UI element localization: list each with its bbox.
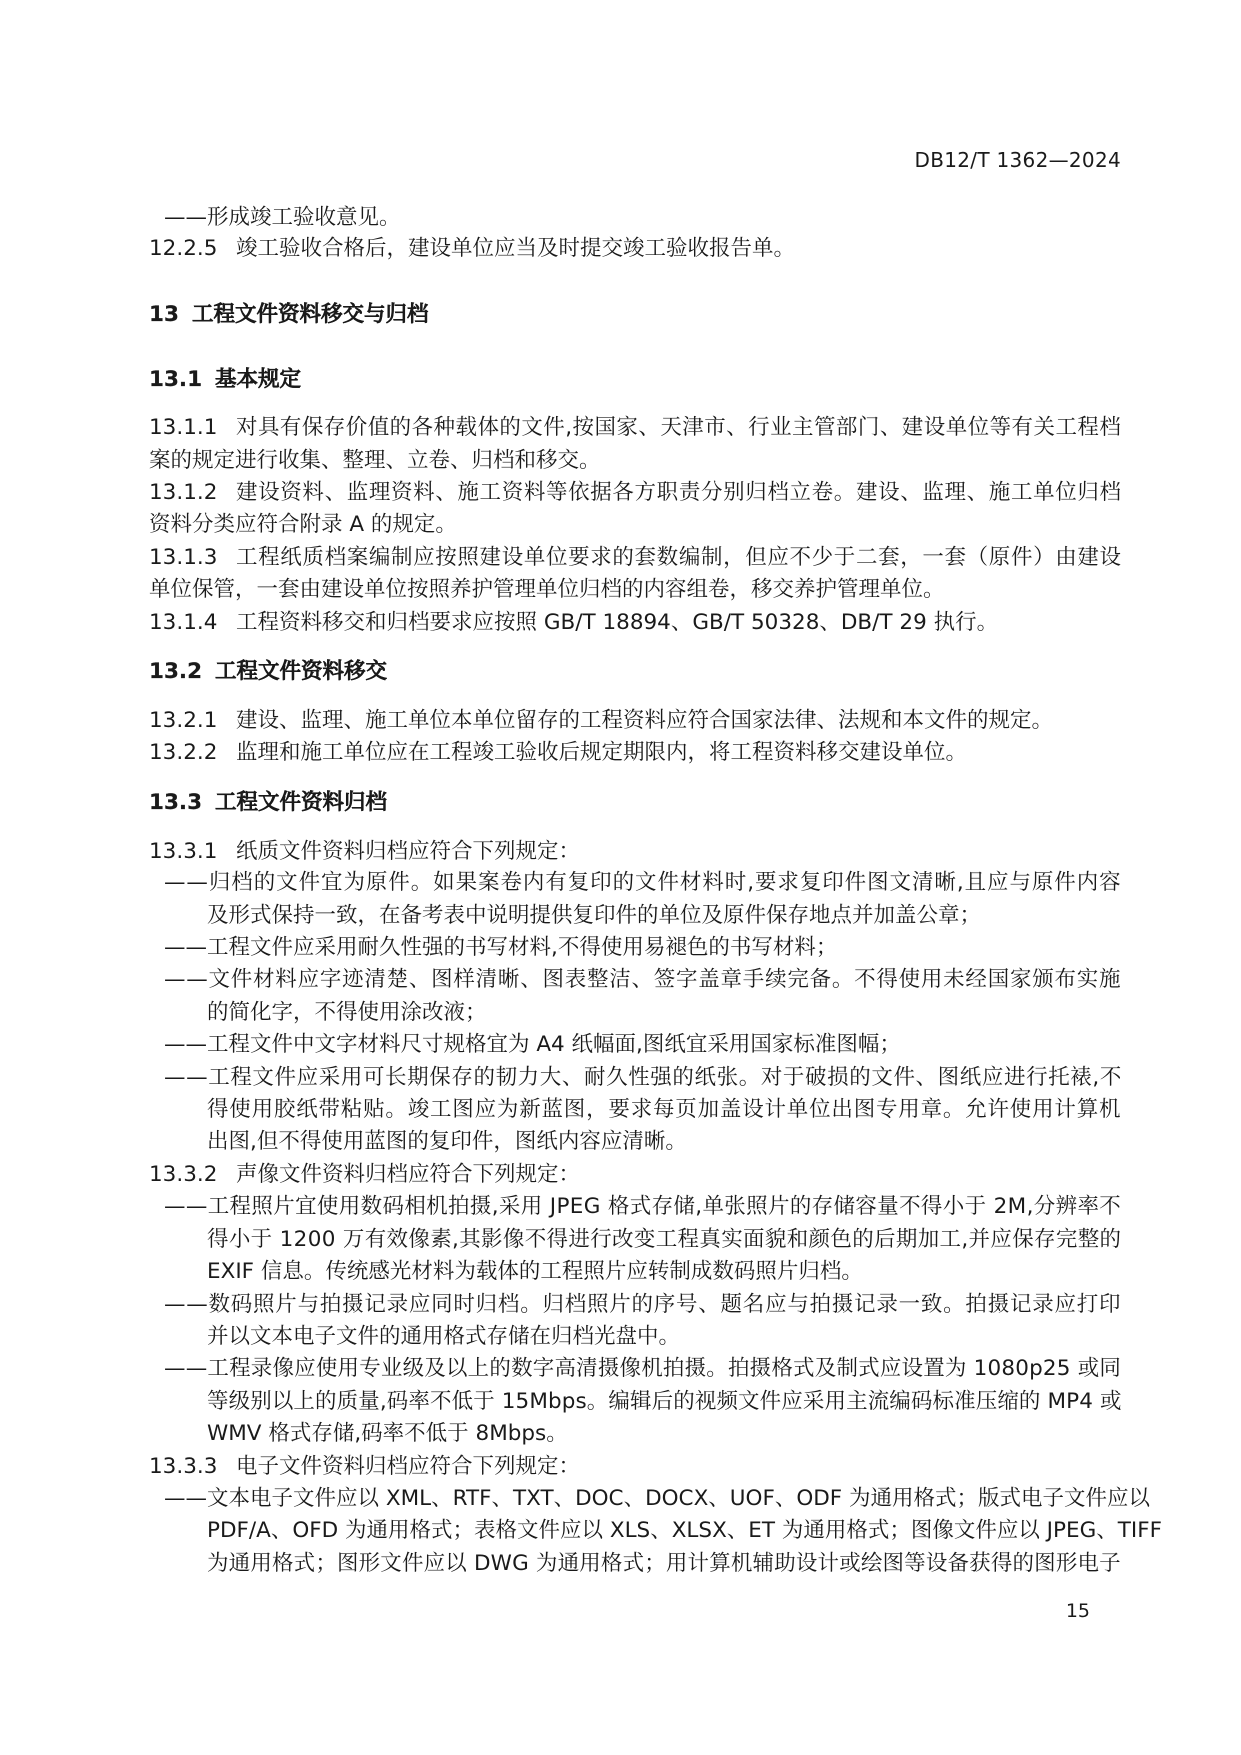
clause-text: ——归档的文件宜为原件。如果案卷内有复印的文件材料时,要求复印件图文清晰,且应与原件内容 [164, 870, 1122, 895]
clause-text: PDF/A、OFD 为通用格式；表格文件应以 XLS、XLSX、ET 为通用格式；图像文件应以 JPEG、TIFF [207, 1518, 1162, 1543]
clause-number: 13.2.2 [149, 740, 218, 765]
section-heading [149, 658, 1121, 686]
clause [149, 838, 1121, 866]
page-number: 15 [1065, 1600, 1090, 1622]
text-line [207, 1388, 1121, 1416]
clause-text: EXIF 信息。传统感光材料为载体的工程照片应转制成数码照片归档。 [207, 1259, 863, 1284]
text-line [207, 1517, 1162, 1545]
text-line [164, 869, 1121, 897]
text-line [164, 1291, 1121, 1319]
text-line [149, 447, 1121, 475]
text-line [207, 1226, 1121, 1254]
text-line [207, 1420, 1121, 1448]
clause-number: 13.1 [149, 367, 203, 392]
text-line [207, 1258, 1121, 1286]
clause-number: 13.1.3 [149, 545, 218, 570]
clause-text: 工程文件资料移交 [215, 659, 388, 684]
clause-text: 案的规定进行收集、整理、立卷、归档和移交。 [149, 448, 601, 473]
clause-text: WMV 格式存储,码率不低于 8Mbps。 [207, 1421, 568, 1446]
clause [149, 739, 1121, 767]
clause-number: 12.2.5 [149, 236, 218, 261]
text-line [164, 1485, 1151, 1513]
clause [149, 235, 1121, 263]
clause-text: 建设、监理、施工单位本单位留存的工程资料应符合国家法律、法规和本文件的规定。 [236, 708, 1054, 733]
text-line [149, 576, 1121, 604]
clause-number: 13.3.2 [149, 1162, 218, 1187]
clause-text: 并以文本电子文件的通用格式存储在归档光盘中。 [207, 1324, 681, 1349]
clause-text: 对具有保存价值的各种载体的文件,按国家、天津市、行业主管部门、建设单位等有关工程档 [236, 415, 1122, 440]
clause-text: 工程文件资料归档 [215, 790, 388, 815]
clause-text: ——工程文件中文字材料尺寸规格宜为 A4 纸幅面,图纸宜采用国家标准图幅； [164, 1032, 901, 1057]
section-heading [149, 366, 1121, 394]
text-line [164, 204, 1121, 232]
clause-text: 工程文件资料移交与归档 [192, 302, 429, 327]
clause-number: 13.3 [149, 790, 203, 815]
clause-text: 工程资料移交和归档要求应按照 GB/T 18894、GB/T 50328、DB/T 29 执行。 [236, 610, 999, 635]
clause-text: 声像文件资料归档应符合下列规定： [236, 1162, 581, 1187]
clause-text: 等级别以上的质量,码率不低于 15Mbps。编辑后的视频文件应采用主流编码标准压缩的 MP4 或 [207, 1389, 1122, 1414]
clause-text: 竣工验收合格后，建设单位应当及时提交竣工验收报告单。 [236, 236, 796, 261]
clause-number: 13.1.1 [149, 415, 218, 440]
clause-text: ——工程文件应采用可长期保存的韧力大、耐久性强的纸张。对于破损的文件、图纸应进行托裱,不 [164, 1065, 1122, 1090]
clause-text: 及形式保持一致，在备考表中说明提供复印件的单位及原件保存地点并加盖公章； [207, 903, 982, 928]
clause [149, 544, 1121, 572]
text-line [207, 902, 1121, 930]
clause-text: 基本规定 [215, 367, 302, 392]
clause [149, 1161, 1121, 1189]
clause-text: 得小于 1200 万有效像素,其影像不得进行改变工程真实面貌和颜色的后期加工,并应保存完整的 [207, 1227, 1122, 1252]
clause [149, 414, 1121, 442]
text-line [207, 1096, 1121, 1124]
clause-text: ——文本电子文件应以 XML、RTF、TXT、DOC、DOCX、UOF、ODF 为通用格式；版式电子文件应以 [164, 1486, 1151, 1511]
clause-text: ——工程照片宜使用数码相机拍摄,采用 JPEG 格式存储,单张照片的存储容量不得小于 2M,分辨率不 [164, 1194, 1122, 1219]
clause-text: 为通用格式；图形文件应以 DWG 为通用格式；用计算机辅助设计或绘图等设备获得的图形电子 [207, 1551, 1121, 1576]
document-number: DB12/T 1362—2024 [914, 148, 1121, 172]
clause [149, 707, 1121, 735]
clause-number: 13 [149, 302, 179, 327]
clause-text: 资料分类应符合附录 A 的规定。 [149, 512, 457, 537]
clause-text: 监理和施工单位应在工程竣工验收后规定期限内，将工程资料移交建设单位。 [236, 740, 968, 765]
clause-number: 13.2 [149, 659, 203, 684]
clause-text: 出图,但不得使用蓝图的复印件，图纸内容应清晰。 [207, 1129, 687, 1154]
clause-number: 13.1.2 [149, 480, 218, 505]
text-line [207, 1128, 1121, 1156]
clause-number: 13.3.1 [149, 839, 218, 864]
clause-number: 13.2.1 [149, 708, 218, 733]
text-line [207, 999, 1121, 1027]
clause [149, 1453, 1121, 1481]
text-line [164, 1355, 1121, 1383]
clause-text: ——工程文件应采用耐久性强的书写材料,不得使用易褪色的书写材料； [164, 935, 838, 960]
clause [149, 479, 1121, 507]
section-heading [149, 301, 1121, 329]
text-line [164, 934, 1121, 962]
clause-text: ——文件材料应字迹清楚、图样清晰、图表整洁、签字盖章手续完备。不得使用未经国家颁布实施 [164, 967, 1122, 992]
clause-text: 的简化字，不得使用涂改液； [207, 1000, 487, 1025]
text-line [164, 1193, 1121, 1221]
clause-number: 13.3.3 [149, 1454, 218, 1479]
text-line [164, 966, 1121, 994]
clause-number: 13.1.4 [149, 610, 218, 635]
text-line [164, 1031, 1121, 1059]
clause-text: ——形成竣工验收意见。 [164, 205, 401, 230]
clause-text: ——工程录像应使用专业级及以上的数字高清摄像机拍摄。拍摄格式及制式应设置为 1080p25 或同 [164, 1356, 1122, 1381]
text-line [149, 511, 1121, 539]
text-line [207, 1550, 1121, 1578]
clause-text: ——数码照片与拍摄记录应同时归档。归档照片的序号、题名应与拍摄记录一致。拍摄记录应打印 [164, 1292, 1122, 1317]
clause-text: 电子文件资料归档应符合下列规定： [236, 1454, 581, 1479]
clause [149, 609, 1121, 637]
text-line [207, 1323, 1121, 1351]
clause-text: 纸质文件资料归档应符合下列规定： [236, 839, 581, 864]
clause-text: 单位保管，一套由建设单位按照养护管理单位归档的内容组卷，移交养护管理单位。 [149, 577, 945, 602]
clause-text: 建设资料、监理资料、施工资料等依据各方职责分别归档立卷。建设、监理、施工单位归档 [236, 480, 1122, 505]
clause-text: 得使用胶纸带粘贴。竣工图应为新蓝图，要求每页加盖设计单位出图专用章。允许使用计算机 [207, 1097, 1122, 1122]
text-line [164, 1064, 1121, 1092]
clause-text: 工程纸质档案编制应按照建设单位要求的套数编制，但应不少于二套，一套（原件）由建设 [236, 545, 1122, 570]
section-heading [149, 789, 1121, 817]
